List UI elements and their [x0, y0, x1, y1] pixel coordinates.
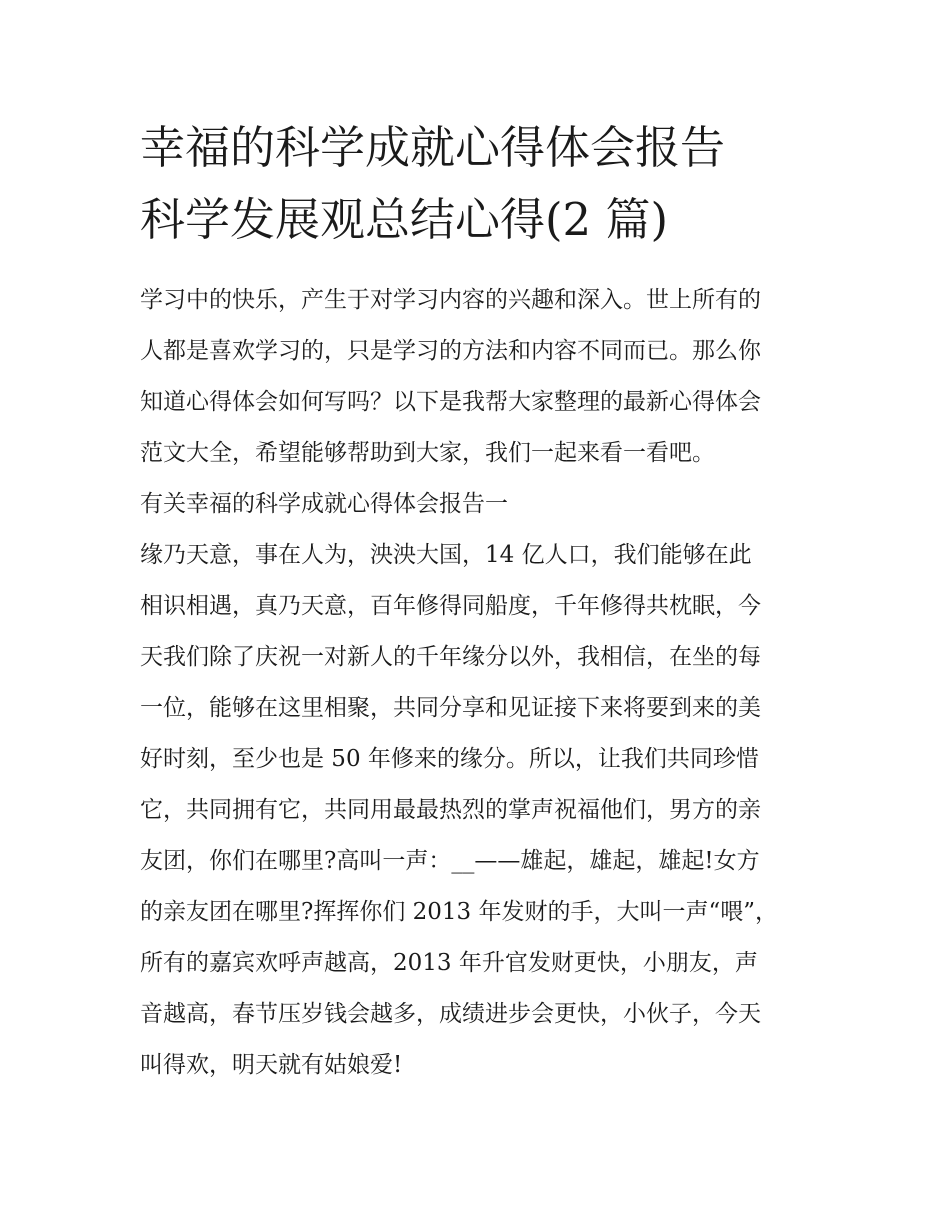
section-heading: [140, 479, 820, 530]
intro-line: 范文大全，希望能够帮助到大家，我们一起来看一看吧。: [140, 440, 715, 466]
content-line: 天我们除了庆祝一对新人的千年缘分以外，我相信，在坐的每: [140, 644, 761, 670]
content-line: 叫得欢，明天就有姑娘爱!: [140, 1052, 403, 1078]
intro-line: 知道心得体会如何写吗？以下是我帮大家整理的最新心得体会: [140, 389, 761, 415]
content-line: 它，共同拥有它，共同用最最热烈的掌声祝福他们，男方的亲: [140, 797, 761, 823]
content-paragraph: [140, 530, 820, 1091]
content-line: 音越高，春节压岁钱会越多，成绩进步会更快，小伙子，今天: [140, 1001, 761, 1027]
content-line: 好时刻，至少也是 50 年修来的缘分。所以，让我们共同珍惜: [140, 746, 759, 772]
intro-line: 学习中的快乐，产生于对学习内容的兴趣和深入。世上所有的: [140, 287, 761, 313]
content-line: 的亲友团在哪里?挥挥你们 2013 年发财的手，大叫一声“喂”，: [140, 899, 779, 925]
content-line: 一位，能够在这里相聚，共同分享和见证接下来将要到来的美: [140, 695, 761, 721]
title-line-1: 幸福的科学成就心得体会报告: [140, 121, 726, 174]
content-line: 友团，你们在哪里?高叫一声：__——雄起，雄起，雄起!女方: [140, 848, 760, 874]
title-line-2: 科学发展观总结心得(2 篇): [140, 193, 669, 246]
section-heading-text: 有关幸福的科学成就心得体会报告一: [140, 491, 508, 517]
intro-line: 人都是喜欢学习的，只是学习的方法和内容不同而已。那么你: [140, 338, 761, 364]
content-line: 缘乃天意，事在人为，泱泱大国，14 亿人口，我们能够在此: [140, 542, 752, 568]
intro-paragraph: [140, 275, 820, 479]
document-title: [140, 112, 830, 256]
content-line: 所有的嘉宾欢呼声越高，2013 年升官发财更快，小朋友，声: [140, 950, 758, 976]
content-line: 相识相遇，真乃天意，百年修得同船度，千年修得共枕眠，今: [140, 593, 761, 619]
